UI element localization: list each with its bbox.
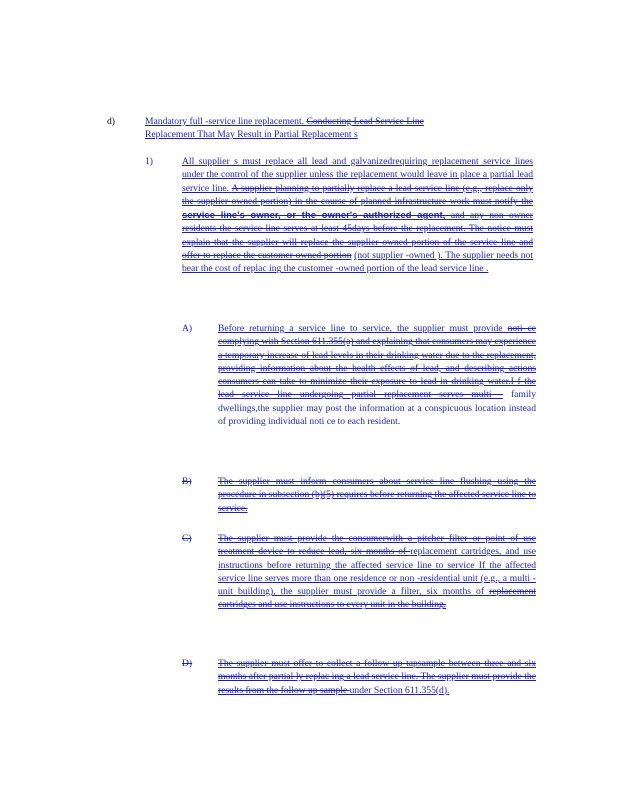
sub-a-label: A) bbox=[182, 323, 193, 334]
sub-d-text-a: The supplier must offer to collect a follow up tapsample between three and six months after partial ly replac ing a lead service line. The supplier must provide the results from the follow up sample bbox=[218, 658, 536, 696]
item-1-text-c: and any non owner residents the service line serves at least 45days before the replacement. The notice must explain that the supplier will replace the supplier owned portion of the service line and offer to replace the customer owned portion bbox=[182, 210, 533, 262]
sub-b-label bbox=[182, 475, 192, 488]
sub-d-paragraph bbox=[218, 657, 536, 697]
sub-a-paragraph bbox=[218, 322, 536, 428]
sub-d-label bbox=[182, 657, 192, 670]
heading-line-2: Replacement That May Result in Partial Replacement s bbox=[145, 129, 358, 141]
sub-c-text-c: replacement cartridges and use instructions to every unit in the building. bbox=[218, 586, 536, 611]
item-1-text-d: (not supplier -owned ). The supplier needs not bear the cost of replac ing the customer -owned portion of the lead service line . bbox=[182, 250, 533, 275]
sub-b-label-text: B) bbox=[182, 476, 192, 487]
heading-part-a: Mandatory full -service line replacement. bbox=[145, 116, 307, 127]
item-1-paragraph bbox=[182, 155, 533, 276]
sub-b-text: The supplier must inform consumers about service line flushing using the procedure in subsection (b)(5) requires before returning the affected service line to service. bbox=[218, 476, 536, 514]
sub-c-paragraph bbox=[218, 532, 536, 612]
heading-part-b: Conducting Lead Service Line bbox=[306, 116, 424, 127]
sub-c-text-b: replacement cartridges, and use instructions before returning the affected service line to service If the affected service line serves more than one residence or non -residential unit (e.g., a multi -unit building), the supplier must provide a filter, six months of bbox=[218, 546, 536, 598]
sub-c-label-text: C) bbox=[182, 533, 192, 544]
item-1-text-a: All supplier s must replace all lead and galvanizedrequiring replacement service lines under the control of the supplier unless the replacement would leave in place a partial lead service line. bbox=[182, 156, 533, 194]
sub-c-label bbox=[182, 532, 192, 545]
sub-b-paragraph bbox=[218, 475, 536, 515]
sub-d-label-text: D) bbox=[182, 658, 193, 669]
sub-a-text-a: Before returning a service line to service, the supplier must provide bbox=[218, 323, 508, 334]
sub-c-text-a: The supplier must provide the consumerwith a pitcher filter or point of use treatment device to reduce lead, six months of bbox=[218, 533, 536, 558]
item-1-label: 1) bbox=[145, 156, 153, 167]
sub-a-text-b: noti ce complying with Section 611.355(a) and explaining that consumers may experience a temporary increase of lead levels in their drinking water due to the replacement, providing information about the health effects of lead, and describing actions consumers can take to minimize their exposure to lead in drinking water.I f the lead service line undergoing partial replacement serves multi - bbox=[218, 323, 536, 401]
section-heading bbox=[145, 115, 495, 142]
sub-a-text-c: family dwellings,the supplier may post the information at a conspicuous location instead of providing individual noti ce to each resident. bbox=[218, 389, 536, 428]
item-1-text-b: A supplier planning to partially replace a lead service line (e.g., replace only the supplier owned portion) in the course of planned infrastructure work must notify the bbox=[182, 182, 533, 207]
item-1-text-owner: service line's owner, or the owner's authorized agent, bbox=[182, 209, 446, 221]
sub-d-text-b: under Section 611.355(d). bbox=[349, 684, 450, 696]
section-label: d) bbox=[107, 116, 115, 127]
